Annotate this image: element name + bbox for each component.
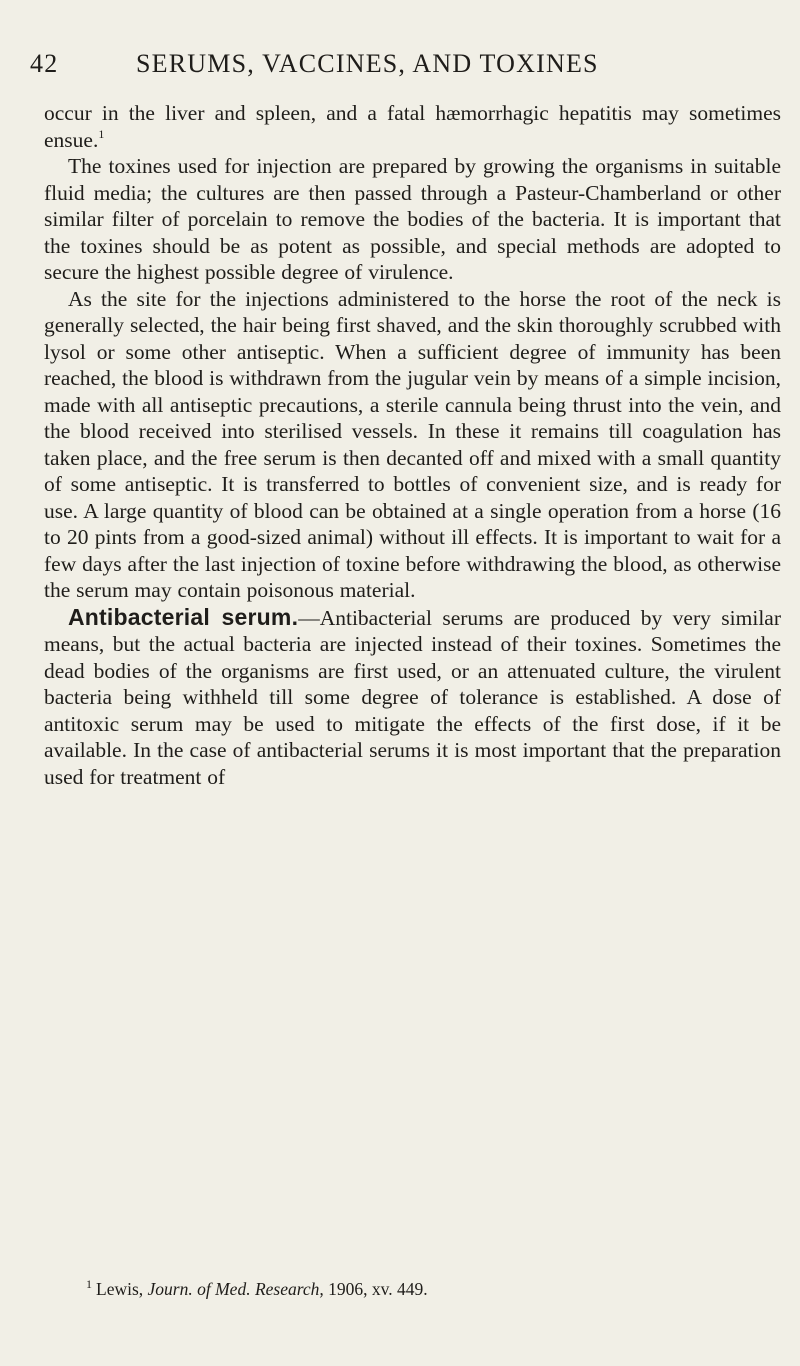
running-head	[30, 44, 750, 84]
paragraph-text: —Antibacterial serums are produced by very similar means, but the actual bacteria are injected instead of their toxines. Sometimes the dead bodies of the organisms are first used, or an attenuated culture, the virulent bacteria being withheld till some degree of tolerance is established. A dose of antitoxic serum may be used to mitigate the effects of the first dose, if it be available. In the case of antibacterial serums it is most important that the preparation used for treatment of	[44, 605, 781, 789]
paragraph-liver-spleen	[44, 100, 781, 153]
footnote	[44, 1273, 781, 1300]
paragraph-text: occur in the liver and spleen, and a fatal hæmorrhagic hepatitis may sometimes ensue.	[44, 101, 781, 152]
footnote-details: 1906, xv. 449.	[328, 1279, 428, 1299]
footnote-author: Lewis,	[96, 1279, 144, 1299]
paragraph-toxine-preparation: The toxines used for injection are prepared by growing the organisms in suitable fluid media; the cultures are then passed through a Pasteur-Chamberland or other similar filter of porcelain to remove the bodies of the bacteria. It is important that the toxines should be as potent as possible, and special methods are adopted to secure the highest possible degree of virulence.	[44, 154, 781, 284]
footnote-marker: 1	[86, 1277, 92, 1291]
paragraph-injection-site: As the site for the injections administered to the horse the root of the neck is generally selected, the hair being first shaved, and the skin thoroughly scrubbed with lysol or some other antiseptic. When a sufficient degree of immunity has been reached, the blood is withdrawn from the jugular vein by means of a simple incision, made with all antiseptic precautions, a sterile cannula being thrust into the vein, and the blood received into sterilised vessels. In these it remains till coagulation has taken place, and the free serum is then decanted off and mixed with a small quantity of some antiseptic. It is transferred to bottles of convenient size, and is ready for use. A large quantity of blood can be obtained at a single operation from a horse (16 to 20 pints from a good-sized animal) without ill effects. It is important to wait for a few days after the last injection of toxine before withdrawing the blood, as otherwise the serum may contain poisonous material.	[44, 286, 781, 602]
running-title: SERUMS, VACCINES, AND TOXINES	[136, 49, 599, 78]
footnote-journal: Journ. of Med. Research,	[147, 1279, 324, 1299]
page-number: 42	[30, 49, 59, 78]
section-heading: Antibacterial serum.	[68, 603, 299, 630]
paragraph-antibacterial-serum	[44, 604, 781, 791]
footnote-reference[interactable]: 1	[98, 126, 105, 141]
body-text	[44, 100, 781, 790]
